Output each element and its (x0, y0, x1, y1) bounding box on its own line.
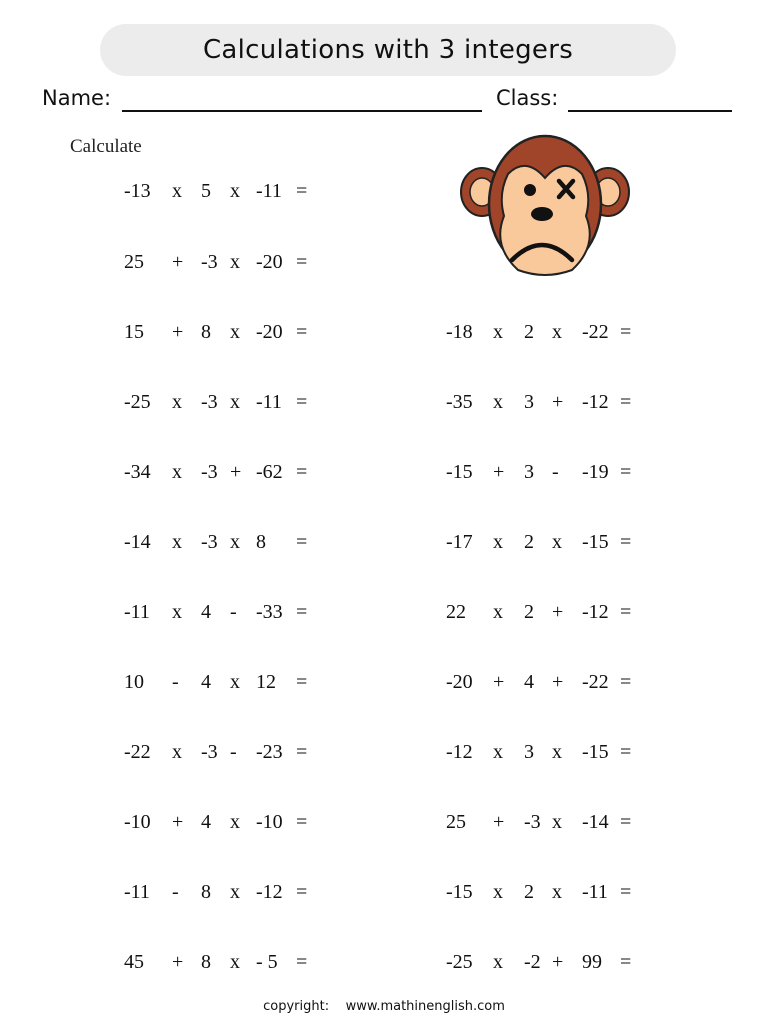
problem-operand: 8 (201, 951, 211, 973)
problem-operator: x (552, 321, 562, 343)
problem-equals-sign: = (620, 741, 632, 763)
problem-operand: 3 (524, 741, 534, 763)
problem-equals-sign: = (620, 461, 632, 483)
problem-operand: -23 (256, 741, 283, 763)
problem-operator: + (493, 671, 505, 693)
problem-operand: 4 (201, 601, 211, 623)
problem-operator: x (493, 321, 503, 343)
problem-operand: 10 (124, 671, 144, 693)
problem-equals-sign: = (296, 180, 308, 202)
problem-operator: x (552, 881, 562, 903)
copyright-footer: copyright: www.mathinenglish.com (263, 999, 505, 1014)
problem-equals-sign: = (620, 671, 632, 693)
class-label: Class: (496, 86, 559, 110)
problem-operand: -12 (256, 881, 283, 903)
problem-equals-sign: = (296, 741, 308, 763)
instruction-text: Calculate (70, 136, 142, 157)
problem-operand: -3 (201, 531, 218, 553)
problem-operator: x (230, 180, 240, 202)
problem-operator: + (552, 951, 564, 973)
problem-operand: 99 (582, 951, 602, 973)
problem-operator: - (172, 671, 179, 693)
problem-operand: -15 (446, 461, 473, 483)
problem-operator: x (493, 951, 503, 973)
problem-equals-sign: = (296, 251, 308, 273)
problem-equals-sign: = (620, 811, 632, 833)
problem-operand: -10 (256, 811, 283, 833)
problem-equals-sign: = (296, 321, 308, 343)
problem-equals-sign: = (620, 531, 632, 553)
problem-operand: 2 (524, 531, 534, 553)
problem-equals-sign: = (620, 881, 632, 903)
problem-operator: - (230, 741, 237, 763)
problem-operator: x (552, 811, 562, 833)
problem-operand: -34 (124, 461, 151, 483)
problem-operator: - (552, 461, 559, 483)
problem-operator: x (493, 881, 503, 903)
problem-operand: 8 (201, 321, 211, 343)
problem-operand: -25 (124, 391, 151, 413)
problem-operand: -2 (524, 951, 541, 973)
problem-operand: -22 (124, 741, 151, 763)
problem-operator: + (493, 811, 505, 833)
problem-operand: -62 (256, 461, 283, 483)
problem-operator: x (172, 741, 182, 763)
problem-operand: -12 (582, 601, 609, 623)
problem-operator: x (230, 321, 240, 343)
problem-operand: -22 (582, 671, 609, 693)
problem-operator: + (552, 601, 564, 623)
problem-operand: -11 (256, 391, 282, 413)
problem-operand: -13 (124, 180, 151, 202)
problem-operand: -14 (124, 531, 151, 553)
problem-operand: -15 (446, 881, 473, 903)
problem-operand: 8 (201, 881, 211, 903)
problem-operand: -3 (201, 251, 218, 273)
problem-operand: 4 (201, 811, 211, 833)
problem-operand: 3 (524, 391, 534, 413)
problem-operand: 25 (124, 251, 144, 273)
problem-operator: x (172, 601, 182, 623)
problem-equals-sign: = (296, 811, 308, 833)
problem-operand: -15 (582, 531, 609, 553)
problem-operand: 4 (524, 671, 534, 693)
problem-operand: -12 (446, 741, 473, 763)
problem-operator: - (172, 881, 179, 903)
problem-operator: x (493, 531, 503, 553)
problem-operand: -25 (446, 951, 473, 973)
problem-operand: 2 (524, 881, 534, 903)
problem-operator: + (172, 251, 184, 273)
problem-operator: x (172, 391, 182, 413)
name-field[interactable] (122, 110, 482, 112)
problem-equals-sign: = (296, 951, 308, 973)
problem-operator: x (230, 811, 240, 833)
problem-equals-sign: = (296, 531, 308, 553)
problem-operand: 22 (446, 601, 466, 623)
problem-operator: x (230, 391, 240, 413)
problem-operator: x (172, 180, 182, 202)
problem-operator: x (493, 391, 503, 413)
problem-operand: -15 (582, 741, 609, 763)
problem-operand: 15 (124, 321, 144, 343)
problem-operand: 5 (201, 180, 211, 202)
problem-operand: 12 (256, 671, 276, 693)
problem-operator: x (552, 531, 562, 553)
problem-operand: -3 (201, 741, 218, 763)
problem-operand: -17 (446, 531, 473, 553)
problem-operand: -33 (256, 601, 283, 623)
problem-equals-sign: = (620, 951, 632, 973)
problem-operator: x (230, 531, 240, 553)
problem-equals-sign: = (296, 391, 308, 413)
problem-operand: 2 (524, 601, 534, 623)
problem-equals-sign: = (620, 601, 632, 623)
problem-operand: -10 (124, 811, 151, 833)
problem-operator: x (230, 251, 240, 273)
title-banner (100, 24, 676, 76)
problem-operator: x (172, 531, 182, 553)
problem-operand: 45 (124, 951, 144, 973)
problem-operator: - (230, 601, 237, 623)
problem-operand: -11 (256, 180, 282, 202)
problem-operator: + (552, 671, 564, 693)
problem-equals-sign: = (296, 881, 308, 903)
problem-operator: x (493, 741, 503, 763)
problem-operand: -3 (201, 391, 218, 413)
problem-operand: -3 (524, 811, 541, 833)
problem-operator: x (493, 601, 503, 623)
problem-equals-sign: = (296, 461, 308, 483)
problem-operator: + (172, 321, 184, 343)
problem-operand: -11 (124, 601, 150, 623)
problem-equals-sign: = (620, 391, 632, 413)
problem-operand: -19 (582, 461, 609, 483)
class-field[interactable] (568, 110, 732, 112)
name-label: Name: (42, 86, 112, 110)
problem-operator: x (230, 881, 240, 903)
problem-operator: x (552, 741, 562, 763)
problem-operand: -20 (446, 671, 473, 693)
problem-operand: -11 (582, 881, 608, 903)
problem-equals-sign: = (296, 601, 308, 623)
problem-operand: 25 (446, 811, 466, 833)
problem-operand: -20 (256, 321, 283, 343)
problem-operand: 4 (201, 671, 211, 693)
problem-operator: + (172, 811, 184, 833)
problem-operand: 2 (524, 321, 534, 343)
problem-operator: + (552, 391, 564, 413)
problem-operator: + (230, 461, 242, 483)
problem-operand: 3 (524, 461, 534, 483)
page-title: Calculations with 3 integers (202, 35, 574, 65)
problem-operand: -12 (582, 391, 609, 413)
problem-operator: + (172, 951, 184, 973)
problem-operand: -14 (582, 811, 609, 833)
sad-monkey-icon (460, 134, 630, 280)
problem-operand: -3 (201, 461, 218, 483)
problem-operator: x (230, 671, 240, 693)
problem-operator: + (493, 461, 505, 483)
problem-equals-sign: = (620, 321, 632, 343)
problem-operand: -18 (446, 321, 473, 343)
problem-operand: -11 (124, 881, 150, 903)
problem-operand: -35 (446, 391, 473, 413)
problem-operand: -20 (256, 251, 283, 273)
problem-operand: 8 (256, 531, 266, 553)
problem-operand: -22 (582, 321, 609, 343)
problem-operator: x (230, 951, 240, 973)
problem-operator: x (172, 461, 182, 483)
problem-operand: - 5 (256, 951, 278, 973)
problem-equals-sign: = (296, 671, 308, 693)
